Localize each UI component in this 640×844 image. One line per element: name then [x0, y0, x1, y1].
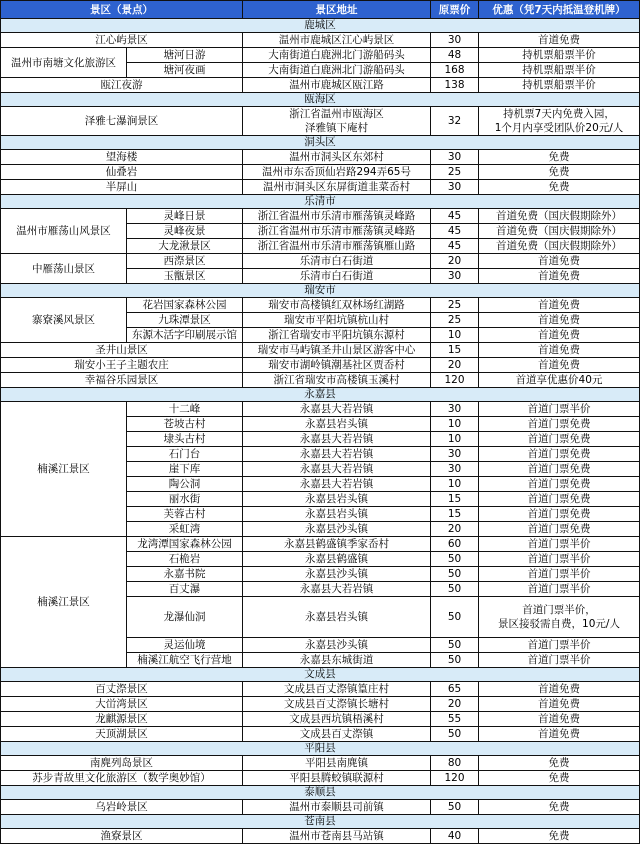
- scenic-name: 楠溪江航空飞行营地: [127, 653, 243, 668]
- region-cangnan: 苍南县: [1, 815, 640, 829]
- group-name: 中雁荡山景区: [1, 254, 127, 284]
- scenic-address: 温州市鹿城区瓯江路: [243, 78, 431, 93]
- original-price: 30: [431, 150, 479, 165]
- table-row: [1, 209, 640, 224]
- offer-line: 首道门票半价，: [522, 604, 596, 616]
- table-row: [1, 343, 640, 358]
- original-price: 30: [431, 180, 479, 195]
- original-price: 60: [431, 537, 479, 552]
- group-name: 楠溪江景区: [1, 537, 127, 668]
- offer-line: 景区接驳需自费，10元/人: [498, 618, 620, 630]
- offer: 免费: [479, 165, 640, 180]
- region-pingyang: 平阳县: [1, 742, 640, 756]
- table-row: [1, 727, 640, 742]
- region-row: [1, 815, 640, 829]
- scenic-address: 永嘉县大若岩镇: [243, 582, 431, 597]
- offer: 首道免费: [479, 254, 640, 269]
- original-price: 168: [431, 63, 479, 78]
- table-row: [1, 712, 640, 727]
- scenic-address: 平阳县南麂镇: [243, 756, 431, 771]
- group-name: 寨寮溪风景区: [1, 298, 127, 343]
- offer-line: 1个月内享受团队价20元/人: [494, 122, 624, 134]
- original-price: 45: [431, 224, 479, 239]
- scenic-address: 文成县百丈漈镇篁庄村: [243, 682, 431, 697]
- region-lucheng: 鹿城区: [1, 19, 640, 33]
- scenic-address: 乐清市白石街道: [243, 269, 431, 284]
- table-row: [1, 150, 640, 165]
- scenic-address: 永嘉县沙头镇: [243, 522, 431, 537]
- original-price: 50: [431, 727, 479, 742]
- group-name: 楠溪江景区: [1, 402, 127, 537]
- scenic-name: 石门台: [127, 447, 243, 462]
- scenic-address: 永嘉县岩头镇: [243, 507, 431, 522]
- scenic-address: 瑞安市马屿镇圣井山景区游客中心: [243, 343, 431, 358]
- scenic-name: 乌岩岭景区: [1, 800, 243, 815]
- original-price: 50: [431, 567, 479, 582]
- header-price: 原票价: [431, 1, 479, 19]
- scenic-address: 永嘉县鹤盛镇: [243, 552, 431, 567]
- offer: 首道门票半价: [479, 582, 640, 597]
- scenic-address: 乐清市白石街道: [243, 254, 431, 269]
- original-price: 50: [431, 653, 479, 668]
- scenic-address: 永嘉县沙头镇: [243, 567, 431, 582]
- offer: 首道免费: [479, 697, 640, 712]
- region-ouhai: 瓯海区: [1, 93, 640, 107]
- scenic-name: 永嘉书院: [127, 567, 243, 582]
- scenic-name: 南麂列岛景区: [1, 756, 243, 771]
- original-price: 32: [431, 107, 479, 136]
- original-price: 65: [431, 682, 479, 697]
- original-price: 50: [431, 638, 479, 653]
- scenic-address: 永嘉县沙头镇: [243, 638, 431, 653]
- scenic-address: 文成县百丈漈镇: [243, 727, 431, 742]
- scenic-name: 采虹湾: [127, 522, 243, 537]
- scenic-name: 石桅岩: [127, 552, 243, 567]
- table-row: [1, 829, 640, 844]
- address-line: 浙江省温州市瓯海区: [289, 108, 384, 120]
- scenic-address: 温州市洞头区东屏街道韭菜岙村: [243, 180, 431, 195]
- scenic-address: 温州市东岙顶仙岩路294弄65号: [243, 165, 431, 180]
- scenic-name: 江心屿景区: [1, 33, 243, 48]
- offer: 首道免费: [479, 358, 640, 373]
- scenic-name: 仙叠岩: [1, 165, 243, 180]
- offer: 首道免费: [479, 33, 640, 48]
- scenic-address: 永嘉县东城街道: [243, 653, 431, 668]
- original-price: 45: [431, 209, 479, 224]
- original-price: 10: [431, 477, 479, 492]
- offer: 首道门票免费: [479, 522, 640, 537]
- table-row: [1, 402, 640, 417]
- scenic-address: 大南街道白鹿洲北门游船码头: [243, 48, 431, 63]
- scenic-address: 永嘉县鹤盛镇季家岙村: [243, 537, 431, 552]
- scenic-address: 浙江省温州市乐清市雁荡镇灵峰路: [243, 209, 431, 224]
- scenic-address: 浙江省瑞安市平阳坑镇东源村: [243, 328, 431, 343]
- offer: 首道免费（国庆假期除外）: [479, 224, 640, 239]
- scenic-name: 泽雅七瀑涧景区: [1, 107, 243, 136]
- original-price: 20: [431, 254, 479, 269]
- original-price: 20: [431, 358, 479, 373]
- scenic-name: 半屏山: [1, 180, 243, 195]
- scenic-name: 玉甑景区: [127, 269, 243, 284]
- region-row: [1, 136, 640, 150]
- original-price: 50: [431, 552, 479, 567]
- table-row: [1, 682, 640, 697]
- region-row: [1, 742, 640, 756]
- scenic-name: 灵运仙境: [127, 638, 243, 653]
- scenic-name: 九珠潭景区: [127, 313, 243, 328]
- table-row: [1, 771, 640, 786]
- table-row: [1, 78, 640, 93]
- offer: 持机票船票半价: [479, 78, 640, 93]
- scenic-address: 温州市泰顺县司前镇: [243, 800, 431, 815]
- table-row: [1, 298, 640, 313]
- region-wencheng: 文成县: [1, 668, 640, 682]
- offer: 首道免费: [479, 269, 640, 284]
- offer: 首道免费: [479, 313, 640, 328]
- table-row: [1, 107, 640, 136]
- region-yueqing: 乐清市: [1, 195, 640, 209]
- offer: 持机票船票半价: [479, 63, 640, 78]
- table-row: [1, 180, 640, 195]
- offer: 首道门票免费: [479, 462, 640, 477]
- scenic-name: 灵峰夜景: [127, 224, 243, 239]
- scenic-name: 陶公洞: [127, 477, 243, 492]
- offer: [479, 107, 640, 136]
- region-row: [1, 388, 640, 402]
- scenic-name: 龙湾潭国家森林公园: [127, 537, 243, 552]
- original-price: 15: [431, 343, 479, 358]
- offer: 免费: [479, 180, 640, 195]
- original-price: 10: [431, 417, 479, 432]
- scenic-name: 百丈瀑: [127, 582, 243, 597]
- original-price: 10: [431, 432, 479, 447]
- scenic-name: 灵峰日景: [127, 209, 243, 224]
- scenic-name: 大峃湾景区: [1, 697, 243, 712]
- original-price: 50: [431, 800, 479, 815]
- region-row: [1, 19, 640, 33]
- scenic-name: 埭头古村: [127, 432, 243, 447]
- scenic-name: 芙蓉古村: [127, 507, 243, 522]
- scenic-name: 塘河夜画: [127, 63, 243, 78]
- scenic-address: 浙江省瑞安市高楼镇玉溪村: [243, 373, 431, 388]
- scenic-address: 温州市苍南县马站镇: [243, 829, 431, 844]
- table-row: [1, 697, 640, 712]
- region-row: [1, 284, 640, 298]
- original-price: 55: [431, 712, 479, 727]
- scenic-address: 文成县西坑镇梧溪村: [243, 712, 431, 727]
- scenic-address: 永嘉县岩头镇: [243, 417, 431, 432]
- scenic-address: 文成县百丈漈镇长塘村: [243, 697, 431, 712]
- scenic-name: 龙麒源景区: [1, 712, 243, 727]
- scenic-address: [243, 107, 431, 136]
- table-row: [1, 254, 640, 269]
- offer: 首道免费: [479, 712, 640, 727]
- scenic-address: 永嘉县大若岩镇: [243, 477, 431, 492]
- scenic-address: 永嘉县岩头镇: [243, 492, 431, 507]
- offer: 首道免费（国庆假期除外）: [479, 209, 640, 224]
- region-row: [1, 786, 640, 800]
- scenic-name: 百丈漈景区: [1, 682, 243, 697]
- original-price: 10: [431, 328, 479, 343]
- scenic-address: 温州市鹿城区江心屿景区: [243, 33, 431, 48]
- region-taishun: 泰顺县: [1, 786, 640, 800]
- scenic-name: 瓯江夜游: [1, 78, 243, 93]
- group-name: 温州市雁荡山风景区: [1, 209, 127, 254]
- offer: 首道免费: [479, 343, 640, 358]
- original-price: 25: [431, 165, 479, 180]
- scenic-name: 渔寮景区: [1, 829, 243, 844]
- original-price: 48: [431, 48, 479, 63]
- offer: 首道门票免费: [479, 507, 640, 522]
- scenic-name: 天顶湖景区: [1, 727, 243, 742]
- scenic-name: 丽水街: [127, 492, 243, 507]
- offer: 免费: [479, 756, 640, 771]
- scenic-address: 温州市洞头区东郊村: [243, 150, 431, 165]
- scenic-address: 永嘉县大若岩镇: [243, 447, 431, 462]
- scenic-name: 西漈景区: [127, 254, 243, 269]
- region-yongjia: 永嘉县: [1, 388, 640, 402]
- offer: 首道门票免费: [479, 492, 640, 507]
- scenic-name: 望海楼: [1, 150, 243, 165]
- original-price: 25: [431, 298, 479, 313]
- scenic-address: 瑞安市平阳坑镇杭山村: [243, 313, 431, 328]
- scenic-address: 瑞安市湖岭镇潮基社区贾岙村: [243, 358, 431, 373]
- scenic-address: 瑞安市高楼镇红双林场红湖路: [243, 298, 431, 313]
- original-price: 138: [431, 78, 479, 93]
- table-row: [1, 373, 640, 388]
- original-price: 20: [431, 522, 479, 537]
- original-price: 25: [431, 313, 479, 328]
- offer: 首道免费: [479, 298, 640, 313]
- offer: 首道门票免费: [479, 477, 640, 492]
- header-row: [1, 1, 640, 19]
- table-row: [1, 537, 640, 552]
- original-price: 30: [431, 447, 479, 462]
- region-row: [1, 668, 640, 682]
- scenic-address: 永嘉县大若岩镇: [243, 432, 431, 447]
- offer: 首道门票免费: [479, 417, 640, 432]
- offer: 首道门票半价: [479, 567, 640, 582]
- address-line: 泽雅镇下庵村: [305, 122, 368, 134]
- original-price: 40: [431, 829, 479, 844]
- original-price: 30: [431, 33, 479, 48]
- scenic-address: 永嘉县大若岩镇: [243, 402, 431, 417]
- offer: 首道免费: [479, 682, 640, 697]
- scenic-name: 东源木活字印刷展示馆: [127, 328, 243, 343]
- scenic-name: 幸福谷乐园景区: [1, 373, 243, 388]
- table-row: [1, 33, 640, 48]
- original-price: 120: [431, 373, 479, 388]
- region-row: [1, 93, 640, 107]
- offer: 首道门票免费: [479, 432, 640, 447]
- scenic-name: 苍坡古村: [127, 417, 243, 432]
- scenic-name: 龙瀑仙洞: [127, 597, 243, 638]
- original-price: 15: [431, 507, 479, 522]
- header-offer: 优惠（凭7天内抵温登机牌）: [479, 1, 640, 19]
- offer: 首道免费（国庆假期除外）: [479, 239, 640, 254]
- scenic-name: 大龙湫景区: [127, 239, 243, 254]
- scenic-name: 圣井山景区: [1, 343, 243, 358]
- original-price: 20: [431, 697, 479, 712]
- region-row: [1, 195, 640, 209]
- original-price: 50: [431, 582, 479, 597]
- table-row: [1, 800, 640, 815]
- original-price: 120: [431, 771, 479, 786]
- offer: 免费: [479, 150, 640, 165]
- region-dongtou: 洞头区: [1, 136, 640, 150]
- offer: 首道免费: [479, 328, 640, 343]
- original-price: 30: [431, 462, 479, 477]
- scenic-name: 塘河日游: [127, 48, 243, 63]
- original-price: 30: [431, 269, 479, 284]
- table-row: [1, 358, 640, 373]
- offer: 首道门票半价: [479, 638, 640, 653]
- original-price: 80: [431, 756, 479, 771]
- table-row: [1, 48, 640, 63]
- scenic-name: 十二峰: [127, 402, 243, 417]
- offer: 首道门票半价: [479, 653, 640, 668]
- header-scenic: 景区（景点）: [1, 1, 243, 19]
- offer: [479, 597, 640, 638]
- header-address: 景区地址: [243, 1, 431, 19]
- scenic-name: 瑞安小王子主题农庄: [1, 358, 243, 373]
- offer: 首道门票半价: [479, 402, 640, 417]
- scenic-address: 浙江省温州市乐清市雁荡镇雁山路: [243, 239, 431, 254]
- region-ruian: 瑞安市: [1, 284, 640, 298]
- offer: 首道门票免费: [479, 447, 640, 462]
- scenic-address: 永嘉县大若岩镇: [243, 462, 431, 477]
- offer: 免费: [479, 771, 640, 786]
- scenic-address: 永嘉县岩头镇: [243, 597, 431, 638]
- offer: 免费: [479, 829, 640, 844]
- offer: 首道免费: [479, 727, 640, 742]
- original-price: 30: [431, 402, 479, 417]
- scenic-address: 浙江省温州市乐清市雁荡镇灵峰路: [243, 224, 431, 239]
- scenic-address: 大南街道白鹿洲北门游船码头: [243, 63, 431, 78]
- offer: 持机票船票半价: [479, 48, 640, 63]
- offer: 首道门票半价: [479, 552, 640, 567]
- scenic-name: 苏步青故里文化旅游区（数学奥妙馆）: [1, 771, 243, 786]
- original-price: 45: [431, 239, 479, 254]
- original-price: 50: [431, 597, 479, 638]
- offer: 首道享优惠价40元: [479, 373, 640, 388]
- original-price: 15: [431, 492, 479, 507]
- scenic-name: 崖下库: [127, 462, 243, 477]
- offer-line: 持机票7天内免费入园，: [503, 108, 615, 120]
- offer: 首道门票半价: [479, 537, 640, 552]
- table-row: [1, 165, 640, 180]
- table-row: [1, 756, 640, 771]
- scenic-name: 花岩国家森林公园: [127, 298, 243, 313]
- offer: 免费: [479, 800, 640, 815]
- scenic-address: 平阳县腾蛟镇联源村: [243, 771, 431, 786]
- group-name: 温州市南塘文化旅游区: [1, 48, 127, 78]
